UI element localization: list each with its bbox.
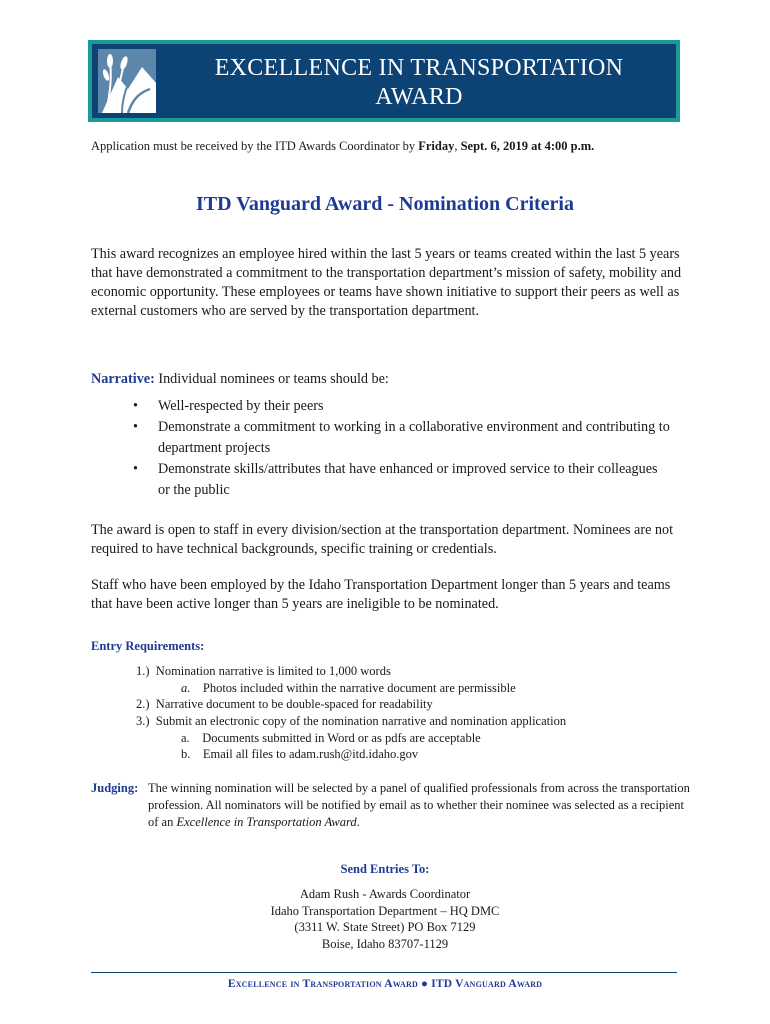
bullet-icon: •: [133, 398, 138, 414]
requirement-num: a.: [181, 681, 191, 695]
address-line: Boise, Idaho 83707-1129: [321, 936, 449, 951]
requirement-num: a.: [181, 731, 190, 745]
requirement-num: b.: [181, 747, 191, 761]
requirement-item-3b: [181, 746, 418, 762]
deadline-prefix: Application must be received by the ITD Awards Coordinator by: [91, 139, 419, 153]
mailing-address: [0, 886, 770, 952]
requirement-item-1: [136, 663, 391, 679]
judging-end: .: [356, 815, 360, 829]
requirement-item-3: [136, 713, 566, 729]
requirement-item-2: [136, 696, 433, 712]
narrative-text: Individual nominees or teams should be:: [154, 371, 389, 387]
requirement-text: Email all files to adam.rush@itd.idaho.gov: [202, 747, 419, 761]
judging-body: The winning nomination will be selected by a panel of qualified professionals from across the transportation profession. All nominators will be notified by email as to whether their nominee was selected as a recipient of an: [148, 781, 690, 829]
judging-label: Judging:: [91, 781, 139, 795]
deadline-sep: ,: [454, 139, 461, 153]
footer-left: Excellence in Transportation Award: [227, 978, 418, 990]
requirement-num: 2.): [136, 697, 150, 711]
header-banner-inner: [92, 44, 676, 118]
list-item: [130, 396, 670, 417]
requirement-item-3a: [181, 730, 481, 746]
narrative-bullet-list: [130, 396, 670, 501]
wheat-stalks-logo-icon: [98, 49, 156, 113]
judging-section: [91, 780, 691, 829]
deadline-notice: [91, 139, 594, 154]
header-banner: [88, 40, 680, 122]
send-entries-heading: Send Entries To:: [340, 862, 430, 876]
entry-requirements-heading: Entry Requirements:: [91, 639, 205, 653]
requirement-num: 3.): [136, 714, 150, 728]
list-item: [130, 417, 670, 459]
footer: [0, 978, 770, 990]
requirement-text: Narrative document to be double-spaced for readability: [155, 697, 433, 711]
narrative-line: [91, 370, 691, 389]
requirement-text: Nomination narrative is limited to 1,000 words: [155, 664, 391, 678]
eligibility-paragraph: The award is open to staff in every division/section at the transportation department. Nominees are not required to have technical backgrounds, specific training or credentials.: [91, 522, 674, 557]
bullet-text: Well-respected by their peers: [158, 398, 324, 414]
requirement-item-1a: [181, 680, 516, 696]
bullet-icon: •: [133, 461, 138, 477]
requirement-text: Submit an electronic copy of the nomination narrative and nomination application: [155, 714, 567, 728]
judging-text: [148, 780, 693, 831]
ineligible-paragraph: Staff who have been employed by the Idaho Transportation Department longer than 5 years and teams that have been active longer than 5 years are ineligible to be nominated.: [91, 577, 671, 612]
banner-title-line1: EXCELLENCE IN TRANSPORTATION: [214, 55, 624, 81]
deadline-date-time: Sept. 6, 2019 at 4:00 p.m.: [460, 139, 595, 153]
deadline-day: Friday: [418, 139, 455, 153]
bullet-icon: •: [133, 419, 138, 435]
footer-right: ITD Vanguard Award: [431, 978, 543, 990]
banner-title: [172, 54, 666, 112]
requirement-text: Documents submitted in Word or as pdfs are acceptable: [202, 731, 481, 745]
address-line: Idaho Transportation Department – HQ DMC: [270, 903, 500, 918]
bullet-text: Demonstrate a commitment to working in a collaborative environment and contributing to department projects: [158, 419, 670, 456]
footer-divider: [91, 972, 677, 973]
list-item: [130, 459, 670, 501]
judging-award-name: Excellence in Transportation Award: [176, 815, 357, 829]
requirement-text: Photos included within the narrative document are permissible: [202, 681, 516, 695]
address-line: (3311 W. State Street) PO Box 7129: [294, 920, 476, 934]
bullet-text: Demonstrate skills/attributes that have enhanced or improved service to their colleagues or the public: [158, 461, 658, 498]
banner-title-line2: AWARD: [375, 84, 463, 110]
footer-separator: ●: [417, 978, 432, 990]
page-title: ITD Vanguard Award - Nomination Criteria: [196, 193, 574, 215]
address-line: Adam Rush - Awards Coordinator: [299, 887, 471, 901]
requirement-num: 1.): [136, 664, 150, 678]
narrative-label: Narrative:: [91, 371, 155, 387]
intro-paragraph: This award recognizes an employee hired within the last 5 years or teams created within the last 5 years that have demonstrated a commitment to the transportation department’s mission of safety, mobility and economic opportunity. These employees or teams have shown initiative to support their peers as well as external customers who are served by the transportation department.: [91, 246, 682, 319]
